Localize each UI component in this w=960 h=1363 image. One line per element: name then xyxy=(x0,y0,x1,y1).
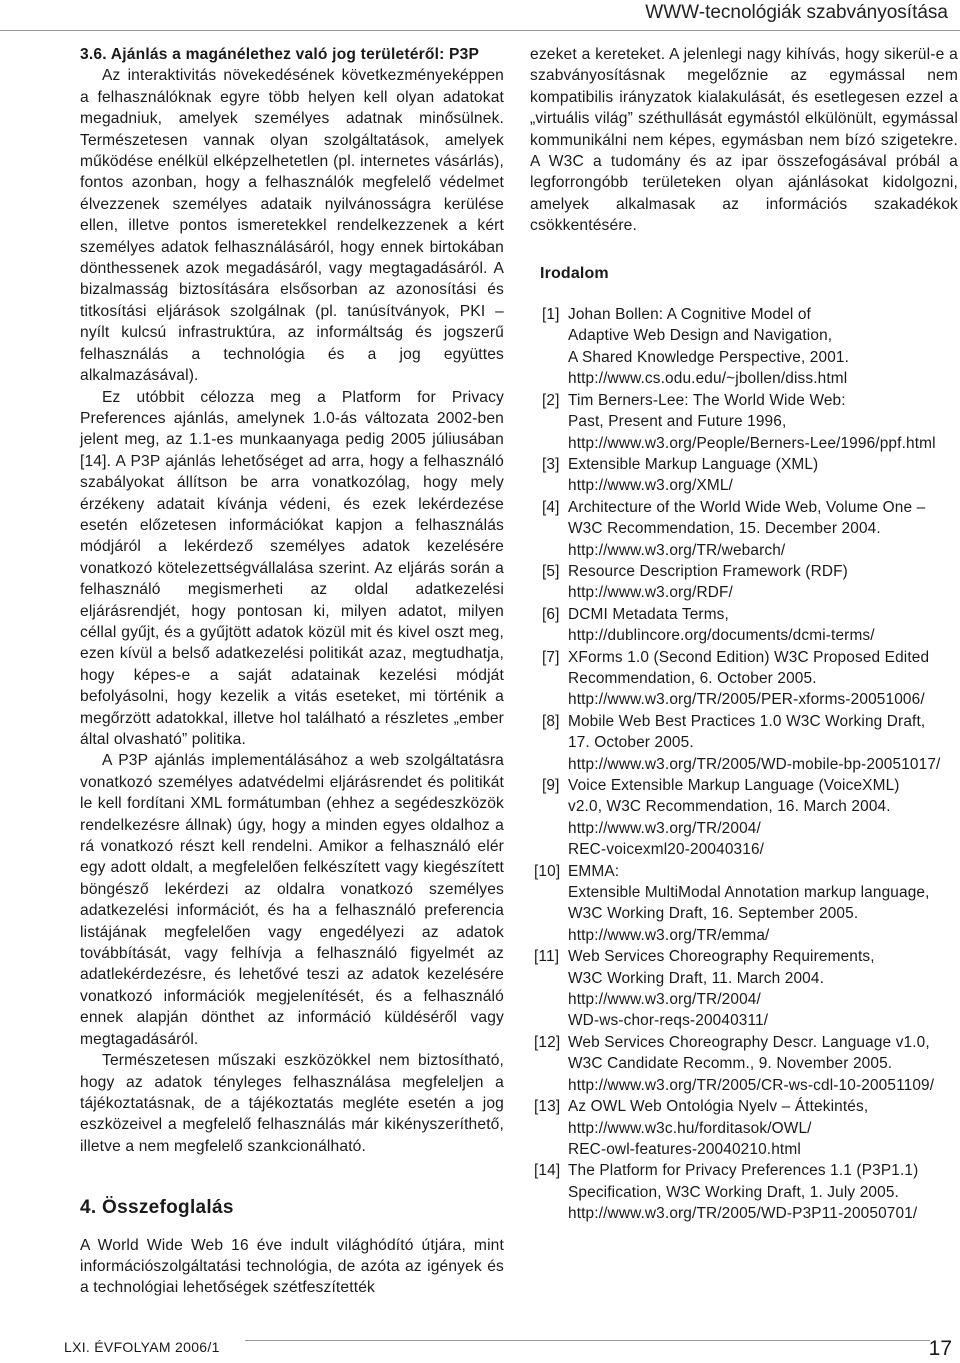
subsection-title: 3.6. Ajánlás a magánélethez való jog területéről: P3P xyxy=(80,46,480,63)
reference-item xyxy=(530,390,958,454)
reference-text: Specification, W3C Working Draft, 1. July 2005. xyxy=(568,1183,899,1201)
reference-url[interactable]: http://www.cs.odu.edu/~jbollen/diss.html xyxy=(568,370,848,388)
reference-url[interactable]: http://www.w3.org/RDF/ xyxy=(568,584,733,602)
reference-text: Past, Present and Future 1996, xyxy=(568,413,787,431)
reference-number: [5] xyxy=(542,562,560,580)
reference-text: 17. October 2005. xyxy=(568,734,694,752)
section-title: 4. Összefoglalás xyxy=(80,1197,234,1219)
reference-url[interactable]: http://www.w3.org/TR/emma/ xyxy=(568,926,770,944)
reference-number: [10] xyxy=(534,862,561,880)
reference-text: Web Services Choreography Requirements, xyxy=(568,948,875,966)
reference-text: Extensible MultiModal Annotation markup language, xyxy=(568,884,930,902)
page-number: 17 xyxy=(928,1337,952,1360)
reference-text: W3C Working Draft, 16. September 2005. xyxy=(568,905,859,923)
summary-paragraph: A World Wide Web 16 éve indult világhódító útjára, mint információszolgáltatási technológia, de azóta az igények és a technológiai lehetőségek szétfeszítették xyxy=(80,1236,504,1297)
reference-item xyxy=(530,1032,958,1096)
paragraph: Természetesen műszaki eszközökkel nem biztosítható, hogy az adatok tényleges felhasználása megfeleljen a tájékoztatásnak, de a tájékoztatás megléte esetén a jog eszközeivel a megfelelő felhasználás már kikényszeríthető, illetve a nem megfelelő szankcionálható. xyxy=(80,1052,504,1155)
reference-url[interactable]: http://www.w3c.hu/forditasok/OWL/ xyxy=(568,1119,812,1137)
reference-item xyxy=(530,561,958,604)
continuation-paragraph: ezeket a kereteket. A jelenlegi nagy kihívás, hogy sikerül-e a szabványosításnak megelőznie az egymással nem kompatibilis irányzatok kialakulását, és esetlegesen ezzel a „virtuális világ” széthullását egymástól elkülönült, egymással kommunikálni nem képes, egymásban nem bízó szigetekre. A W3C a tudomány és az ipar összefogásával próbál a legforrongóbb területeken olyan ajánlásokat kidolgozni, amelyek alkalmasak az információs szakadékok csökkentésére. xyxy=(530,46,958,235)
reference-text: Recommendation, 6. October 2005. xyxy=(568,669,817,687)
reference-number: [11] xyxy=(534,948,560,966)
reference-url[interactable]: REC-owl-features-20040210.html xyxy=(568,1140,801,1158)
references-title: Irodalom xyxy=(540,264,609,282)
reference-url[interactable]: http://www.w3.org/TR/2004/ xyxy=(568,991,761,1009)
reference-text: DCMI Metadata Terms, xyxy=(568,605,729,623)
reference-item xyxy=(530,304,958,390)
reference-text: v2.0, W3C Recommendation, 16. March 2004. xyxy=(568,798,891,816)
reference-text: A Shared Knowledge Perspective, 2001. xyxy=(568,348,850,366)
reference-text: Adaptive Web Design and Navigation, xyxy=(568,327,833,345)
reference-item xyxy=(530,946,958,1032)
reference-item xyxy=(530,1096,958,1160)
reference-item xyxy=(530,711,958,775)
reference-text: Extensible Markup Language (XML) xyxy=(568,455,819,473)
reference-text: W3C Recommendation, 15. December 2004. xyxy=(568,520,881,538)
reference-url[interactable]: http://www.w3.org/TR/webarch/ xyxy=(568,541,786,559)
reference-item xyxy=(530,647,958,711)
reference-number: [3] xyxy=(542,455,560,473)
reference-text: W3C Candidate Recomm., 9. November 2005. xyxy=(568,1055,893,1073)
paragraph: A P3P ajánlás implementálásához a web szolgáltatásra vonatkozó személyes adatvédelmi eljárásrendet és politikát le kell fordítani XML formátumban (ehhez a segédeszközök rendelkezésre állnak) úgy, hogy a minden egyes oldalhoz a rá vonatkozó részt kell rendelni. Amikor a felhasználó elér egy adott oldalt, a megfelelően felkészített vagy kiegészített böngésző lekérdezi az oldalra vonatkozó személyes adatkezelési információt, és ha a felhasználó preferencia listájának megfelelően vagy engedélyezi az adatok továbbítását, vagy felhívja a felhasználó figyelmét az adatlekérdezésre, és lehetővé teszi az adatok kezelésére vonatkozó információk megjelenítését, és a felhasználó ennek alapján dönthet az információ küldéséről vagy megtagadásáról. xyxy=(80,752,504,1048)
reference-text: The Platform for Privacy Preferences 1.1 (P3P1.1) xyxy=(568,1162,919,1180)
reference-url[interactable]: http://www.w3.org/TR/2005/CR-ws-cdl-10-20051109/ xyxy=(568,1076,935,1094)
reference-text: XForms 1.0 (Second Edition) W3C Proposed Edited xyxy=(568,648,930,666)
reference-text: Web Services Choreography Descr. Language v1.0, xyxy=(568,1033,930,1051)
reference-number: [12] xyxy=(534,1033,561,1051)
reference-number: [7] xyxy=(542,648,560,666)
reference-item xyxy=(530,497,958,561)
footer-rule-left xyxy=(245,1340,930,1341)
reference-url[interactable]: http://www.w3.org/TR/2005/WD-mobile-bp-20051017/ xyxy=(568,755,941,773)
reference-text: Tim Berners-Lee: The World Wide Web: xyxy=(568,391,846,409)
reference-text: Mobile Web Best Practices 1.0 W3C Working Draft, xyxy=(568,712,926,730)
reference-number: [1] xyxy=(542,306,560,324)
reference-url[interactable]: WD-ws-chor-reqs-20040311/ xyxy=(568,1012,769,1030)
reference-url[interactable]: http://www.w3.org/People/Berners-Lee/1996/ppf.html xyxy=(568,434,936,452)
reference-url[interactable]: http://www.w3.org/TR/2005/WD-P3P11-20050701/ xyxy=(568,1205,918,1223)
left-column xyxy=(80,44,504,1299)
reference-item xyxy=(530,454,958,497)
reference-url[interactable]: REC-voicexml20-20040316/ xyxy=(568,841,765,859)
reference-number: [4] xyxy=(542,498,560,516)
reference-number: [14] xyxy=(534,1162,561,1180)
reference-url[interactable]: http://www.w3.org/TR/2005/PER-xforms-20051006/ xyxy=(568,691,925,709)
right-column xyxy=(530,44,958,1225)
reference-url[interactable]: http://www.w3.org/TR/2004/ xyxy=(568,819,761,837)
reference-number: [2] xyxy=(542,391,560,409)
reference-item xyxy=(530,861,958,947)
footer-issue: LXI. ÉVFOLYAM 2006/1 xyxy=(64,1339,220,1355)
reference-number: [9] xyxy=(542,777,560,794)
reference-item xyxy=(530,775,958,861)
reference-text: Resource Description Framework (RDF) xyxy=(568,562,848,580)
paragraph: Az interaktivitás növekedésének következményeképpen a felhasználóknak egyre több helyen kell olyan adatokat megadniuk, amelyek személyes adatnak minősülnek. Természetesen vannak olyan szolgáltatások, amelyek működése enélkül elképzelhetetlen (pl. internetes vásárlás), fontos azonban, hogy a felhasználók megfelelő védelmet élvezzenek személyes adataik nyilvánosságra kerülése ellen, illetve pontos ismeretekkel rendelkezzenek a kért személyes adatok felhasználásáról, hogy ennek birtokában dönthessenek azok megadásáról, vagy megtagadásáról. A bizalmasság biztosítására elsősorban az azonosítási és titkosítási eljárások szolgálnak (pl. tanúsítványok, PKI – nyílt kulcsú infrastruktúra, az informáltság és jogszerű felhasználás a technológia és a jog együttes alkalmazásával). xyxy=(80,67,504,385)
reference-text: W3C Working Draft, 11. March 2004. xyxy=(568,969,825,987)
reference-url[interactable]: http://dublincore.org/documents/dcmi-terms/ xyxy=(568,627,875,645)
reference-text: EMMA: xyxy=(568,862,620,880)
header-rule xyxy=(0,30,960,31)
paragraph: Ez utóbbit célozza meg a Platform for Privacy Preferences ajánlás, amelynek 1.0-ás változata 2002-ben jelent meg, az 1.1-es munkaanyaga pedig 2005 júliusában [14]. A P3P ajánlás lehetőséget ad arra, hogy a felhasználó szabályokat állítson be arra vonatkozólag, hogy mely érzékeny adatait kívánja védeni, és ezek lekérdezése esetén előzetesen információkat kapjon a felhasználás módjáról a lekérdező személyes adatok kezelésére vonatkozó kötelezettségvállalása szerint. Az eljárás során a felhasználó megismerheti az oldal adatkezelési eljárásrendjét, hogy pontosan ki, milyen adatot, milyen céllal gyűjt, és a gyűjtött adatok közül mit és kivel oszt meg, ezen kívül a belső adatkezelési politikát azaz, megtudhatja, hogy képes-e a saját adatainak kezelési módját befolyásolni, hogy kezelik a vitás eseteket, mi történik a megőrzött adatokkal, illetve hol található a részletes „ember által olvasható” politika. xyxy=(80,388,504,748)
running-head: WWW-tecnológiák szabványosítása xyxy=(645,2,948,23)
reference-list xyxy=(530,304,958,1224)
reference-item xyxy=(530,1160,958,1224)
reference-number: [6] xyxy=(542,605,560,623)
reference-item xyxy=(530,604,958,647)
reference-text: Az OWL Web Ontológia Nyelv – Áttekintés, xyxy=(568,1098,869,1116)
reference-text: Architecture of the World Wide Web, Volume One – xyxy=(568,498,926,516)
reference-text: Voice Extensible Markup Language (VoiceXML) xyxy=(568,777,900,794)
reference-text: Johan Bollen: A Cognitive Model of xyxy=(568,306,811,324)
reference-url[interactable]: http://www.w3.org/XML/ xyxy=(568,477,733,495)
reference-number: [13] xyxy=(534,1098,561,1116)
reference-number: [8] xyxy=(542,712,560,730)
